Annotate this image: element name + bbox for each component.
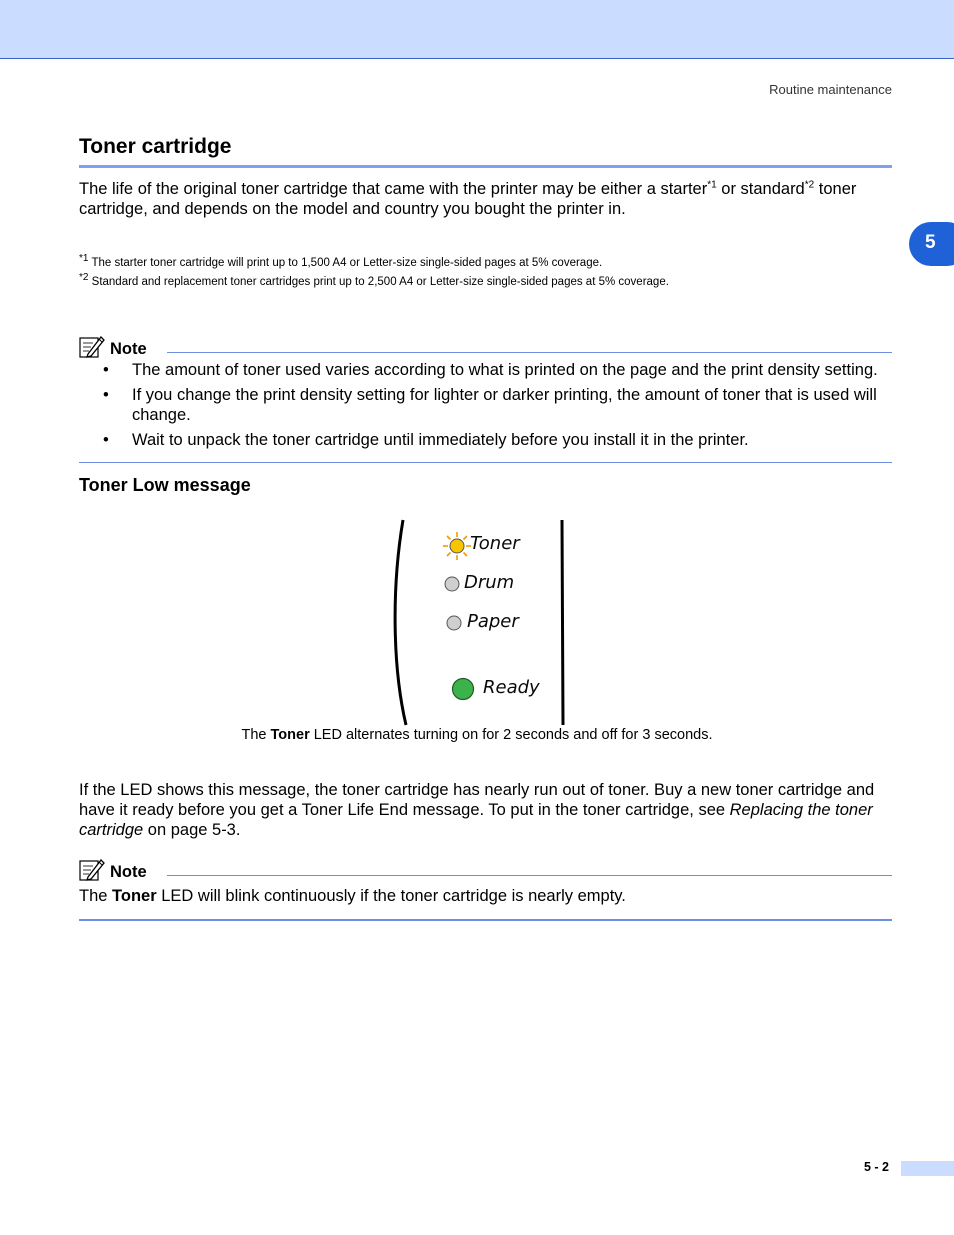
caption-bold: Toner bbox=[270, 727, 310, 743]
note-header bbox=[79, 335, 892, 361]
subsection-title: Toner Low message bbox=[79, 475, 251, 495]
note-pencil-icon bbox=[79, 335, 105, 359]
intro-text-3: toner cartridge, and depends on the model and country you bought the printer in. bbox=[79, 180, 857, 218]
running-head: Routine maintenance bbox=[769, 82, 892, 97]
note-label: Note bbox=[110, 863, 147, 881]
note-rule bbox=[167, 352, 892, 353]
caption-text-1: The bbox=[241, 727, 271, 743]
intro-paragraph bbox=[79, 179, 894, 219]
paragraph-text: If the LED shows this message, the toner cartridge has nearly run out of toner. Buy a new toner cartridge and have it ready before you get a Toner Life End message. To put in the toner cartridge, see bbox=[79, 781, 875, 819]
list-item bbox=[79, 385, 894, 425]
drum-led-label: Drum bbox=[464, 572, 515, 593]
note-label: Note bbox=[110, 340, 147, 358]
section-title-rule bbox=[79, 165, 892, 168]
note-bullet-list bbox=[79, 360, 894, 455]
ready-led-icon bbox=[451, 677, 475, 701]
page-number: 5 - 2 bbox=[864, 1160, 890, 1174]
footnote-1 bbox=[79, 253, 603, 269]
paper-led-label: Paper bbox=[467, 611, 519, 632]
footnote-text: Standard and replacement toner cartridges print up to 2,500 A4 or Letter-size single-sided pages at 5% coverage. bbox=[88, 276, 669, 288]
intro-text-1: The life of the original toner cartridge that came with the printer may be either a starter bbox=[79, 180, 708, 198]
footnote-ref-1: *1 bbox=[707, 179, 717, 191]
list-item bbox=[79, 360, 894, 380]
chapter-tab[interactable] bbox=[909, 222, 954, 266]
cross-reference-link[interactable]: Replacing the toner cartridge bbox=[79, 801, 873, 839]
footnote-mark: *1 bbox=[79, 253, 89, 265]
note-rule bbox=[167, 875, 892, 876]
list-item bbox=[79, 430, 894, 450]
paper-led-icon bbox=[446, 615, 462, 631]
footer-band bbox=[901, 1161, 954, 1176]
caption-text-2: LED alternates turning on for 2 seconds and off for 3 seconds. bbox=[309, 727, 713, 743]
chapter-number: 5 bbox=[925, 232, 936, 253]
ready-led-label: Ready bbox=[483, 677, 540, 698]
led-panel-illustration bbox=[390, 515, 580, 730]
note2-text-2: LED will blink continuously if the toner cartridge is nearly empty. bbox=[156, 887, 626, 905]
note2-text-1: The bbox=[79, 887, 113, 905]
section-title: Toner cartridge bbox=[79, 135, 232, 158]
note-end-rule bbox=[79, 919, 892, 921]
toner-low-paragraph bbox=[79, 780, 894, 840]
footnote-text: The starter toner cartridge will print up to 1,500 A4 or Letter-size single-sided pages at 5% coverage. bbox=[88, 257, 603, 269]
paragraph-text-end: on page 5-3. bbox=[143, 821, 241, 839]
header-band bbox=[0, 0, 954, 59]
note-end-rule bbox=[79, 462, 892, 463]
note2-text bbox=[79, 886, 894, 906]
bullet: • bbox=[103, 431, 109, 449]
figure-caption bbox=[0, 727, 954, 743]
list-item-text: The amount of toner used varies according to what is printed on the page and the print density setting. bbox=[132, 361, 878, 379]
toner-led-label: Toner bbox=[470, 533, 520, 554]
footnote-ref-2: *2 bbox=[804, 179, 815, 191]
bullet: • bbox=[103, 361, 109, 379]
intro-text-2: or standard bbox=[716, 180, 805, 198]
list-item-text: If you change the print density setting for lighter or darker printing, the amount of toner that is used will change. bbox=[132, 386, 877, 424]
bullet: • bbox=[103, 386, 109, 404]
footnote-mark: *2 bbox=[79, 272, 89, 284]
note2-bold: Toner bbox=[112, 887, 157, 905]
drum-led-icon bbox=[444, 576, 460, 592]
list-item-text: Wait to unpack the toner cartridge until immediately before you install it in the printer. bbox=[132, 431, 749, 449]
note-pencil-icon bbox=[79, 858, 105, 882]
toner-led-blinking-icon bbox=[442, 531, 472, 561]
footnote-2 bbox=[79, 272, 669, 288]
note-header bbox=[79, 858, 892, 884]
